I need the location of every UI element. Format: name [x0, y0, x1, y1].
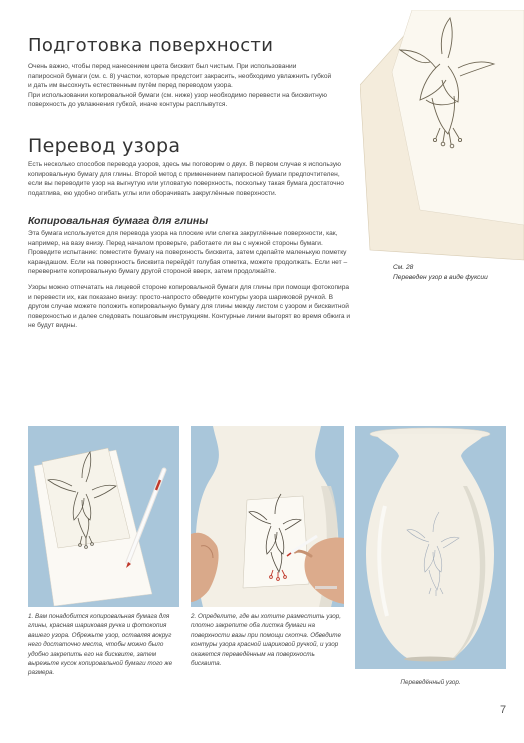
step2-caption: [191, 612, 344, 668]
paragraph: Есть несколько способов перевода узоров, здесь мы поговорим о двух. В первом случае я использую копировальную бумагу для глины. Второй метод с применением папиросной бумаги предпочтителен, если вы переводите узор на выгнутую или угловатую поверхность, поскольку такая бумага достаточно податлива, ею удобно огибать углы или оборачивать закруглённые поверхности.: [28, 161, 344, 197]
figure-reference: См. 28: [393, 264, 414, 271]
finished-vase-illustration: [355, 426, 506, 669]
caption-text: 2. Определите, где вы хотите разместить узор, плотно закрепите оба листка бумаги на поверхности вазы при помощи скотча. Обведите контуры узора красной шариковой ручкой, и узор окажется переведённым на поверхность бисквита.: [191, 613, 342, 668]
paragraph: Узоры можно отпечатать на лицевой стороне копировальной бумаги для глины при помощи фотокопира и перевести их, как показано внизу: просто-напросто обведите контуры узора шариковой ручкой. В другом случае можете положить копировальную бумагу для глины между листом с узором и бисквитной поверхностью и далее следовать пошаговым инструкциям. Контурные линии выгорят во время обжига и не будут видны.: [28, 283, 351, 330]
step1-photo: [28, 426, 179, 607]
step2-photo: [191, 426, 344, 607]
step3-photo: [355, 426, 506, 669]
paragraph: Очень важно, чтобы перед нанесением цвета бисквит был чистым. При использовании папиросной бумаги (см. с. 8) участки, которые предстоит закрасить, необходимо увлажнить губкой и дать им высохнуть естественным путём перед переводом узора.: [28, 63, 332, 90]
section-title-surface-prep: Подготовка поверхности: [28, 35, 274, 56]
section-pattern-transfer-body: [28, 160, 346, 198]
step3-caption: [355, 678, 506, 687]
subsection-carbon-paper-body: [28, 229, 352, 331]
paragraph: При использовании копировальной бумаги (см. ниже) узор необходимо перевести на бисквитную поверхность до увлажнения губкой, иначе контуры расплывутся.: [28, 91, 327, 109]
subsection-title-carbon-paper: Копировальная бумага для глины: [28, 215, 209, 227]
step1-caption: [28, 612, 179, 678]
figure-caption: Переведен узор в виде фуксии: [393, 274, 488, 281]
section-title-pattern-transfer: Перевод узора: [28, 135, 181, 157]
caption-text: Переведённый узор.: [400, 679, 461, 686]
caption-text: 1. Вам понадобится копировальная бумага для глины, красная шариковая ручка и фотокопия вашего узора. Обрежьте узор, оставляя вокруг него достаточно места, чтобы можно было удобно закрепить его на бисквите, затем вырежьте кусок копировальной бумаги того же размера.: [28, 613, 173, 677]
paragraph: Эта бумага используется для перевода узора на плоские или слегка закруглённые поверхности, как, например, на вазу внизу. Перед началом проверьте, работаете ли вы с нужной стороны бумаги. Проведите испытание: поместите бумагу на поверхность бисквита, затем сделайте маленькую пометку карандашом. Если на поверхность бисквита перейдёт голубая отметка, можете продолжать. Если нет – переверните копировальную бумагу другой стороной вверх, затем продолжайте.: [28, 230, 348, 276]
section-surface-prep-body: [28, 62, 334, 110]
page-number: 7: [500, 704, 507, 716]
step2-illustration: [191, 426, 344, 607]
fuchsia-pattern-figure: [360, 10, 524, 272]
step1-illustration: [28, 426, 179, 607]
